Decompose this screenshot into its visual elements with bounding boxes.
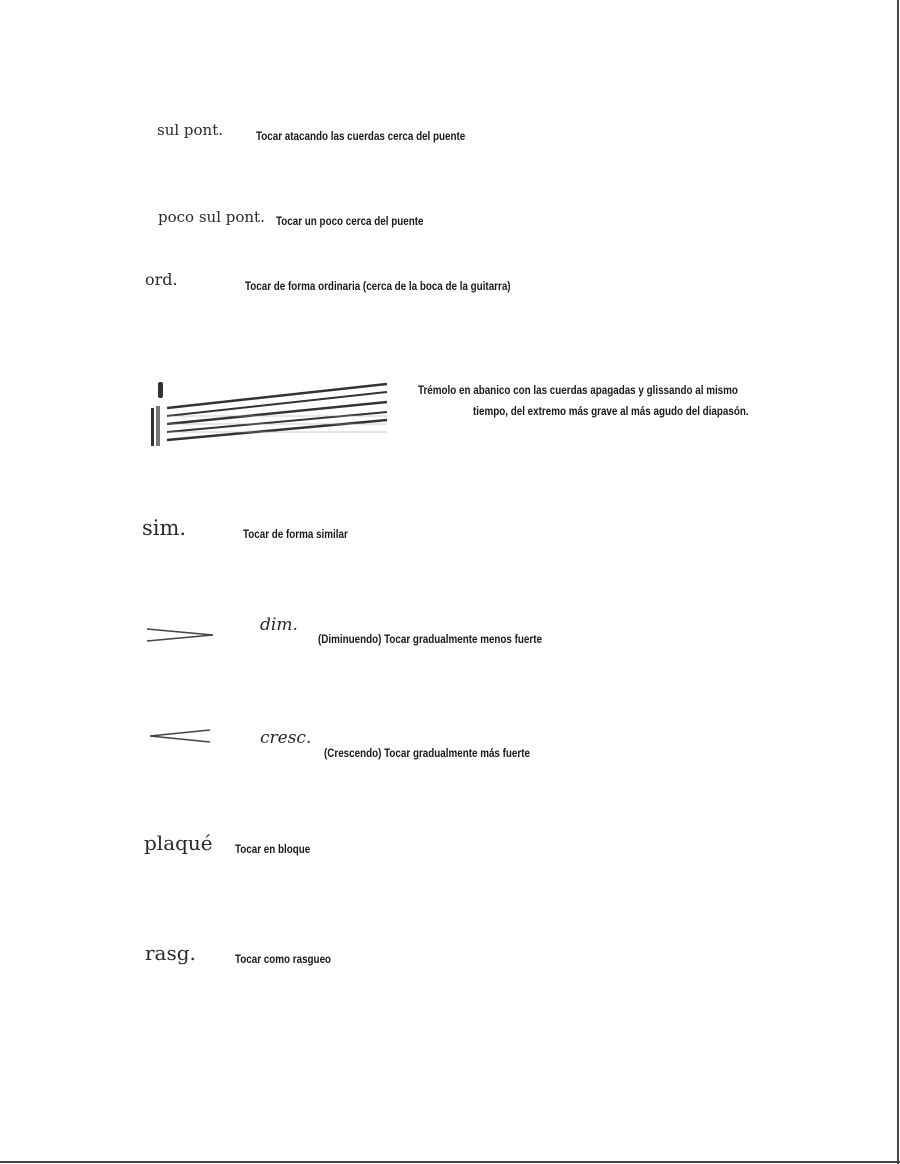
term-cresc: cresc. xyxy=(260,728,312,748)
desc-rasg: Tocar como rasgueo xyxy=(235,952,332,966)
tremolo-fan-notation xyxy=(145,378,391,450)
term-plaque: plaqué xyxy=(144,831,213,855)
crescendo-hairpin-icon xyxy=(148,728,214,744)
term-ord: ord. xyxy=(145,270,178,289)
term-sim: sim. xyxy=(142,516,187,540)
staff-fan-lines xyxy=(167,384,387,440)
page-border-bottom xyxy=(0,1161,900,1163)
clef-icon xyxy=(151,382,163,446)
desc-cresc: (Crescendo) Tocar gradualmente más fuerte xyxy=(324,746,530,760)
desc-sim: Tocar de forma similar xyxy=(243,527,348,541)
diminuendo-hairpin-icon xyxy=(145,627,217,643)
desc-plaque: Tocar en bloque xyxy=(235,842,311,856)
term-dim: dim. xyxy=(260,615,298,635)
term-rasg: rasg. xyxy=(145,941,196,965)
desc-sul-pont: Tocar atacando las cuerdas cerca del puente xyxy=(256,129,466,143)
desc-poco-sul-pont: Tocar un poco cerca del puente xyxy=(276,214,424,228)
desc-tremolo-line1: Trémolo en abanico con las cuerdas apagadas y glissando al mismo xyxy=(418,383,738,397)
term-sul-pont: sul pont. xyxy=(157,121,224,139)
desc-tremolo-line2: tiempo, del extremo más grave al más agudo del diapasón. xyxy=(473,404,749,418)
term-poco-sul-pont: poco sul pont. xyxy=(158,208,265,226)
page-border-right xyxy=(897,0,899,1164)
desc-ord: Tocar de forma ordinaria (cerca de la boca de la guitarra) xyxy=(245,279,511,293)
desc-dim: (Diminuendo) Tocar gradualmente menos fuerte xyxy=(318,632,542,646)
